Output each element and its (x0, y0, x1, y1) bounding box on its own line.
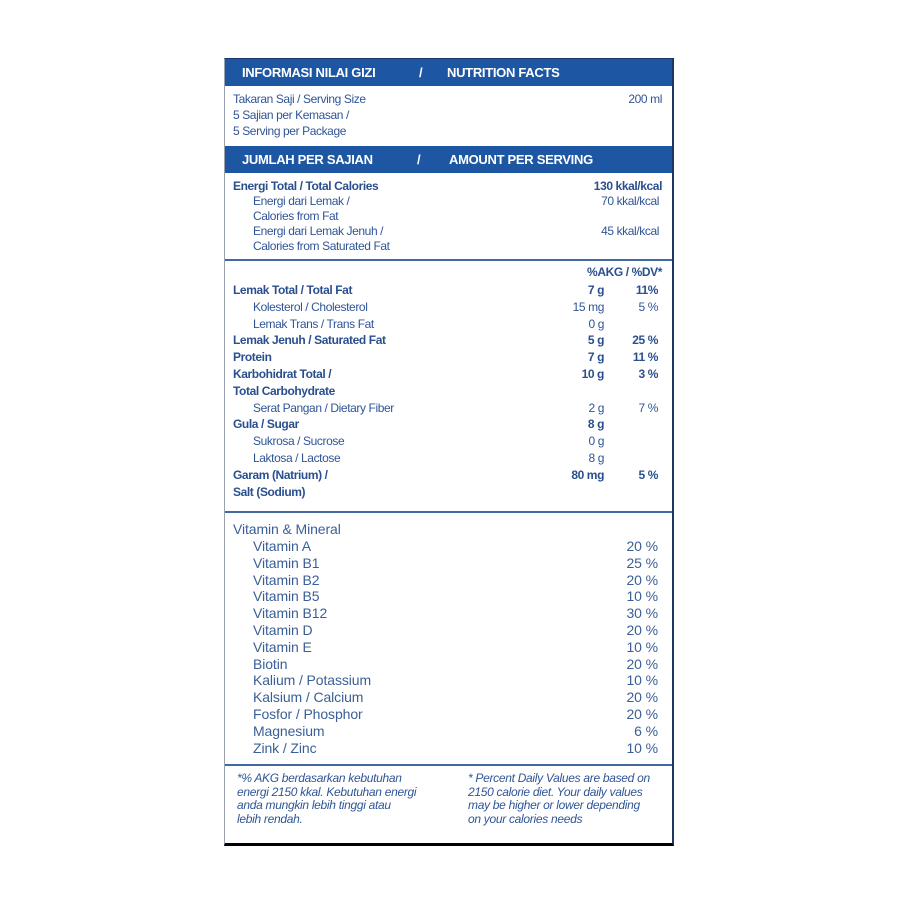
nutrient-label: Karbohidrat Total / (233, 367, 332, 381)
vitamin-dv: 20 % (626, 706, 658, 722)
serving-size-label: Takaran Saji / Serving Size (233, 92, 366, 106)
header-separator: / (419, 65, 423, 80)
vitamin-dv: 10 % (626, 739, 658, 756)
nutrient-label: Lemak Total / Total Fat (233, 283, 353, 297)
nutrition-facts-header (225, 59, 672, 86)
footnote-id (237, 772, 416, 826)
header-title-id: INFORMASI NILAI GIZI (242, 65, 376, 80)
nutrient-label: Lemak Jenuh / Saturated Fat (233, 333, 386, 348)
vitamin-dv: 20 % (626, 538, 658, 554)
servings-per-package-id: 5 Sajian per Kemasan / (233, 108, 349, 122)
nutrient-dv: 25 % (632, 333, 658, 348)
energy-total-value: 130 kkal/kcal (593, 179, 662, 193)
vitamin-label: Vitamin E (253, 638, 312, 655)
nutrient-dv: 5 % (638, 299, 658, 314)
vitamin-dv: 20 % (626, 622, 658, 638)
vitamin-label: Vitamin A (253, 538, 311, 554)
vitamin-dv: 10 % (626, 588, 658, 605)
vitamin-label: Biotin (253, 655, 288, 672)
footnote-line: 2150 calorie diet. Your daily values (468, 784, 643, 799)
vitamin-label: Kalsium / Calcium (253, 689, 364, 706)
nutrient-dv: 11% (635, 283, 658, 297)
vitamin-label: Vitamin B12 (253, 605, 328, 622)
energy-satfat-value: 45 kkal/kcal (601, 224, 659, 238)
nutrient-label: Salt (Sodium) (233, 484, 306, 499)
header-title-en: AMOUNT PER SERVING (449, 152, 593, 167)
vitamin-label: Zink / Zinc (253, 739, 317, 756)
nutrient-label: Sukrosa / Sucrose (253, 434, 345, 449)
nutrient-dv: 5 % (638, 467, 658, 482)
vitamin-dv: 25 % (626, 554, 658, 571)
nutrient-amount: 8 g (588, 451, 604, 465)
vitamin-dv: 6 % (634, 722, 658, 739)
nutrient-label: Serat Pangan / Dietary Fiber (253, 400, 394, 415)
nutrient-label: Kolesterol / Cholesterol (253, 299, 368, 314)
energy-total-label: Energi Total / Total Calories (233, 179, 379, 193)
nutrient-label: Garam (Natrium) / (233, 467, 328, 482)
vitamin-dv: 20 % (626, 689, 658, 706)
nutrient-amount: 80 mg (571, 467, 604, 482)
vitamin-label: Kalium / Potassium (253, 672, 372, 689)
nutrient-label: Lemak Trans / Trans Fat (253, 316, 374, 331)
nutrient-amount: 8 g (587, 417, 604, 432)
nutrient-amount: 15 mg (572, 299, 604, 314)
footnote-line: energi 2150 kkal. Kebutuhan energi (237, 784, 417, 799)
nutrient-dv: 7 % (638, 400, 658, 415)
servings-per-package-en: 5 Serving per Package (233, 124, 347, 138)
footnote-line: *% AKG berdasarkan kebutuhan (237, 771, 402, 785)
vitamin-dv: 10 % (626, 672, 658, 689)
nutrient-label: Protein (233, 350, 272, 365)
energy-fat-label: Energi dari Lemak / (253, 194, 350, 208)
header-separator: / (417, 152, 421, 167)
nutrient-amount: 0 g (588, 434, 604, 449)
section-divider (225, 764, 672, 766)
nutrient-dv: 3 % (638, 367, 658, 381)
footnote-line: may be higher or lower depending (468, 798, 640, 812)
section-divider (225, 511, 672, 513)
vitamin-label: Vitamin D (253, 622, 313, 638)
footnote-en (468, 772, 650, 826)
header-title-id: JUMLAH PER SAJIAN (242, 152, 373, 167)
footnote-line: anda mungkin lebih tinggi atau (237, 798, 391, 812)
energy-fat-label-en: Calories from Fat (253, 209, 339, 223)
footnote-line: lebih rendah. (237, 811, 303, 826)
nutrient-amount: 0 g (588, 316, 604, 331)
header-title-en: NUTRITION FACTS (447, 65, 560, 80)
nutrient-label: Laktosa / Lactose (253, 451, 341, 465)
nutrient-amount: 5 g (587, 333, 604, 348)
footnote-line: * Percent Daily Values are based on (468, 771, 650, 785)
nutrient-amount: 10 g (581, 367, 604, 381)
nutrient-dv: 11 % (632, 350, 658, 365)
vitamin-dv: 30 % (626, 605, 658, 622)
nutrient-amount: 2 g (588, 400, 604, 415)
energy-satfat-label: Energi dari Lemak Jenuh / (253, 224, 384, 238)
dv-column-header: %AKG / %DV* (587, 265, 662, 279)
vitamin-label: Vitamin B2 (253, 571, 320, 588)
serving-size-value: 200 ml (628, 92, 662, 106)
nutrient-amount: 7 g (587, 283, 604, 297)
nutrient-amount: 7 g (587, 350, 604, 365)
energy-fat-value: 70 kkal/kcal (601, 194, 659, 208)
vitamin-label: Fosfor / Phosphor (253, 706, 363, 722)
energy-satfat-label-en: Calories from Saturated Fat (253, 239, 390, 253)
vitamin-dv: 10 % (626, 638, 658, 655)
vitamin-dv: 20 % (626, 655, 658, 672)
vitamin-mineral-title: Vitamin & Mineral (233, 521, 341, 537)
nutrient-label: Total Carbohydrate (233, 383, 335, 398)
vitamin-dv: 20 % (626, 571, 658, 588)
footnote-line: on your calories needs (468, 811, 583, 826)
amount-per-serving-header (225, 146, 672, 173)
nutrient-label: Gula / Sugar (233, 417, 299, 432)
vitamin-label: Vitamin B5 (253, 588, 320, 605)
vitamin-label: Magnesium (253, 722, 325, 739)
vitamin-label: Vitamin B1 (253, 554, 320, 571)
section-divider (225, 259, 672, 261)
nutrition-facts-label (224, 58, 674, 846)
